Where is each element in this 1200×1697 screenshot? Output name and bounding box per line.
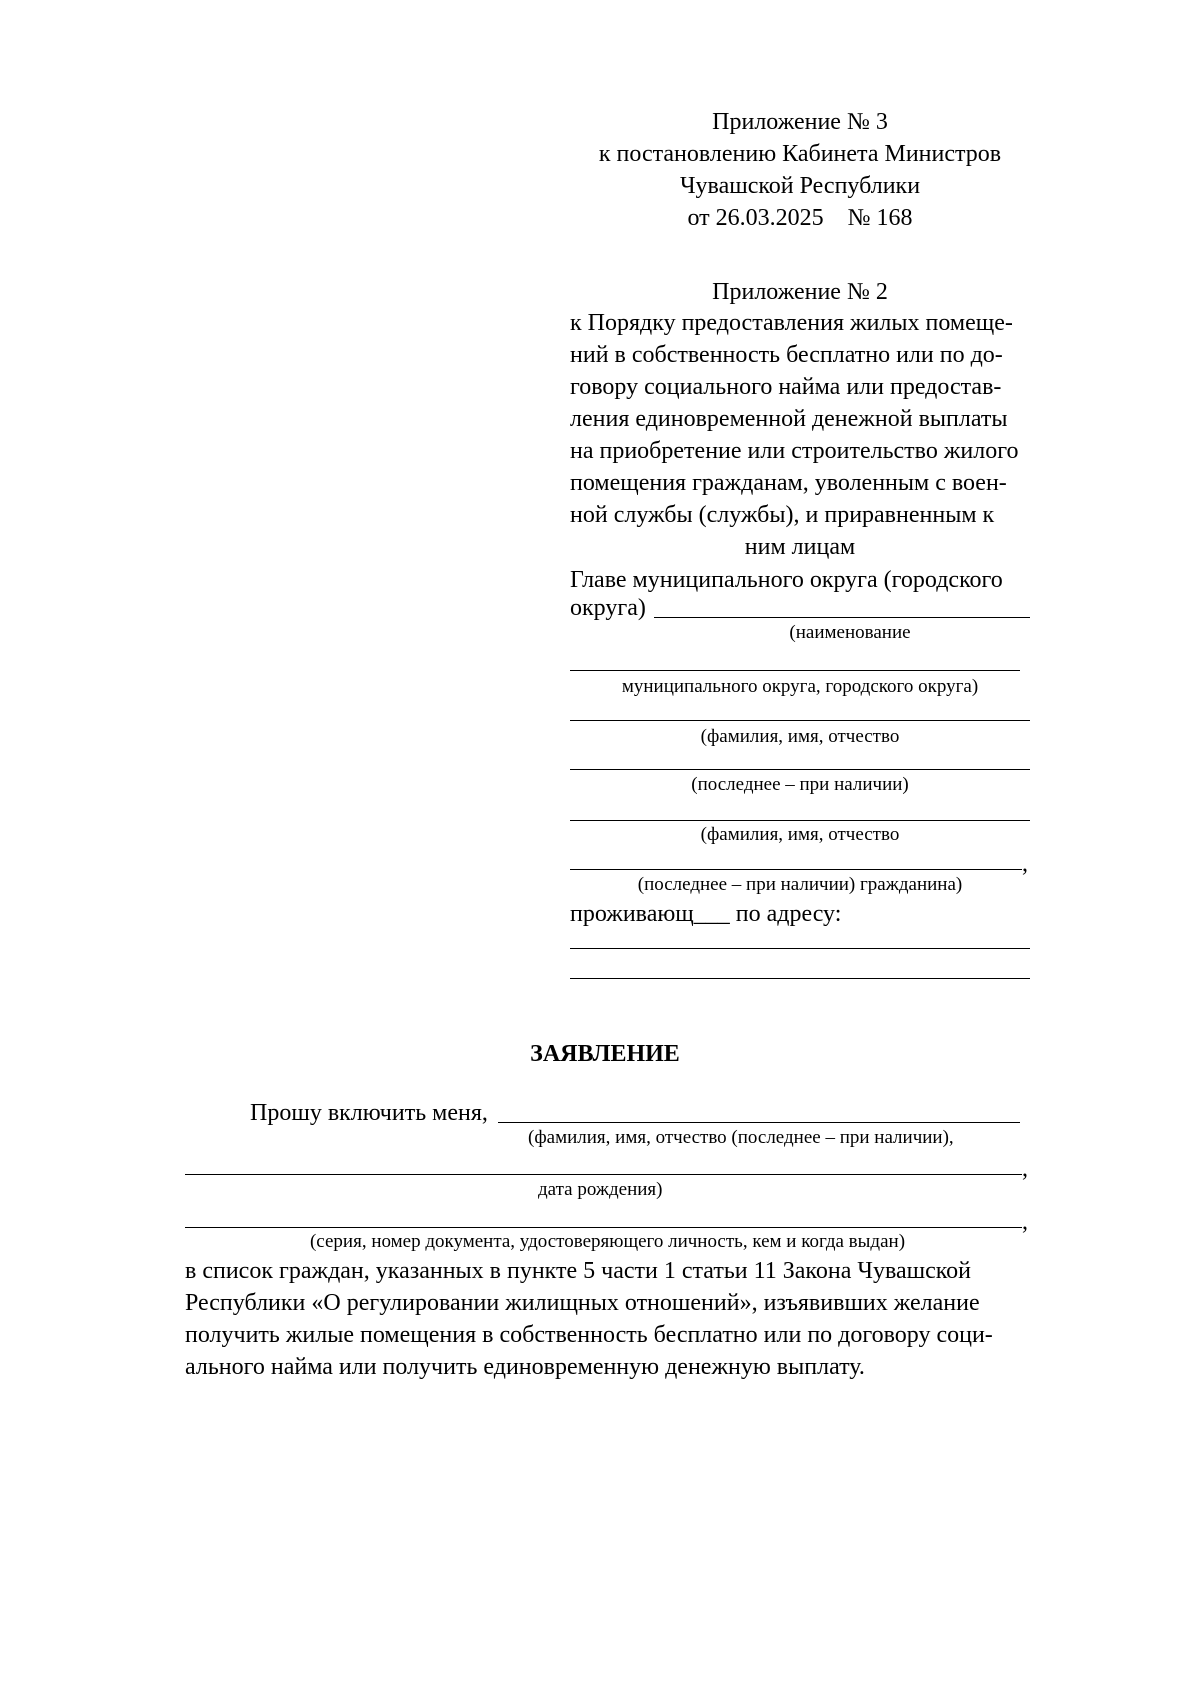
- blank-line-district-2[interactable]: [570, 670, 1020, 671]
- comma: ,: [1022, 851, 1028, 877]
- hint-last2: (последнее – при наличии) гражданина): [637, 874, 963, 895]
- appendix3-block: [560, 106, 1040, 234]
- appendix2-line: помещения гражданам, уволенным с воен-: [570, 470, 1007, 496]
- hint-applicant-fio: (фамилия, имя, отчество (последнее – при наличии),: [528, 1127, 954, 1148]
- hint-district: муниципального округа, городского округа): [621, 676, 979, 697]
- addressee-line1: Главе муниципального округа (городского: [570, 567, 1003, 593]
- appendix2-line: ний в собственность бесплатно или по до-: [570, 342, 1003, 368]
- hint-identity-document: (серия, номер документа, удостоверяющего личность, кем и когда выдан): [309, 1231, 906, 1252]
- appendix3-republic-line: Чувашской Республики: [679, 173, 921, 199]
- addressee-line2: округа): [570, 595, 646, 621]
- comma: ,: [1022, 1209, 1028, 1235]
- blank-line-address-1[interactable]: [570, 948, 1030, 949]
- hint-last1: (последнее – при наличии): [691, 774, 909, 795]
- statement-body-line: получить жилые помещения в собственность бесплатно или по договору соци-: [185, 1322, 993, 1348]
- residing-label: проживающ___ по адресу:: [570, 901, 842, 927]
- appendix3-resolution-line: к постановлению Кабинета Министров: [598, 141, 1002, 167]
- appendix2-last-line: ним лицам: [744, 534, 856, 560]
- statement-body-line: Республики «О регулировании жилищных отношений», изъявивших желание: [185, 1290, 980, 1316]
- appendix2-line: говору социального найма или предостав-: [570, 374, 1002, 400]
- blank-line-fio1-2[interactable]: [570, 769, 1030, 770]
- comma: ,: [1022, 1156, 1028, 1182]
- blank-line-applicant-fio[interactable]: [498, 1122, 1020, 1123]
- appendix2-line: к Порядку предоставления жилых помеще-: [570, 310, 1013, 336]
- statement-body-line: в список граждан, указанных в пункте 5 части 1 статьи 11 Закона Чувашской: [185, 1258, 972, 1284]
- appendix2-line: ления единовременной денежной выплаты: [570, 406, 1008, 432]
- blank-line-fio1[interactable]: [570, 720, 1030, 721]
- appendix2-text: [570, 307, 1030, 563]
- blank-line-address-2[interactable]: [570, 978, 1030, 979]
- appendix2-line: на приобретение или строительство жилого: [570, 438, 1019, 464]
- statement-body-last-line: ального найма или получить единовременную денежную выплату.: [185, 1354, 865, 1380]
- blank-line-district[interactable]: [654, 617, 1030, 618]
- hint-birth-date: дата рождения): [538, 1179, 663, 1200]
- blank-line-fio2[interactable]: [570, 820, 1030, 821]
- hint-name: (наименование: [789, 622, 911, 643]
- blank-line-fio2-2[interactable]: [570, 869, 1022, 870]
- appendix2-title: Приложение № 2: [712, 279, 888, 305]
- hint-fio2: (фамилия, имя, отчество: [700, 824, 900, 845]
- statement-title: ЗАЯВЛЕНИЕ: [530, 1041, 680, 1067]
- request-text: Прошу включить меня,: [250, 1100, 488, 1126]
- blank-line-applicant-doc[interactable]: [185, 1227, 1022, 1228]
- appendix3-date-number: от 26.03.2025 № 168: [687, 205, 913, 231]
- blank-line-applicant-birth[interactable]: [185, 1174, 1022, 1175]
- statement-body: [185, 1255, 1030, 1383]
- appendix3-title: Приложение № 3: [712, 109, 888, 135]
- appendix2-line: ной службы (службы), и приравненным к: [570, 502, 995, 528]
- hint-fio1: (фамилия, имя, отчество: [700, 726, 900, 747]
